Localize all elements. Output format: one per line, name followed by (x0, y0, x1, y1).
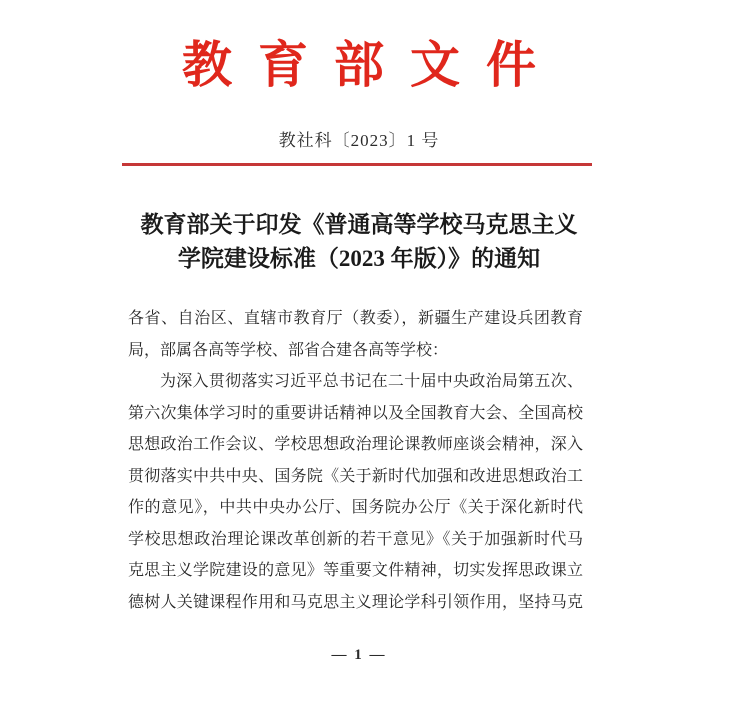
page-number: — 1 — (331, 647, 387, 663)
document-content (122, 38, 596, 665)
document-body (128, 303, 583, 618)
body-line: 作的意见》，中共中央办公厅、国务院办公厅《关于深化新时代 (128, 499, 583, 516)
body-line: 贯彻落实中共中央、国务院《关于新时代加强和改进思想政治工 (128, 467, 583, 485)
body-line: 克思主义学院建设的意见》等重要文件精神，切实发挥思政课立 (128, 562, 583, 579)
red-divider-line (122, 163, 592, 166)
body-line: 为深入贯彻落实习近平总书记在二十届中央政治局第五次、 (160, 373, 583, 390)
body-line: 思想政治工作会议、学校思想政治理论课教师座谈会精神，深入 (128, 436, 583, 453)
body-line: 局，部属各高等学校、部省合建各高等学校： (128, 341, 449, 359)
document-number: 教社科〔2023〕1 号 (278, 131, 440, 150)
body-line: 学校思想政治理论课改革创新的若干意见》《关于加强新时代马 (128, 530, 583, 548)
document-title (122, 208, 596, 276)
body-line: 第六次集体学习时的重要讲话精神以及全国教育大会、全国高校 (128, 404, 583, 422)
body-line: 德树人关键课程作用和马克思主义理论学科引领作用，坚持马克 (128, 593, 583, 611)
document-title-line-1: 教育部关于印发《普通高等学校马克思主义 (140, 212, 578, 237)
body-line: 各省、自治区、直辖市教育厅（教委），新疆生产建设兵团教育 (128, 310, 583, 327)
document-title-line-2: 学院建设标准（2023 年版）》的通知 (177, 246, 541, 271)
ministry-banner-title: 教育部文件 (182, 37, 562, 93)
